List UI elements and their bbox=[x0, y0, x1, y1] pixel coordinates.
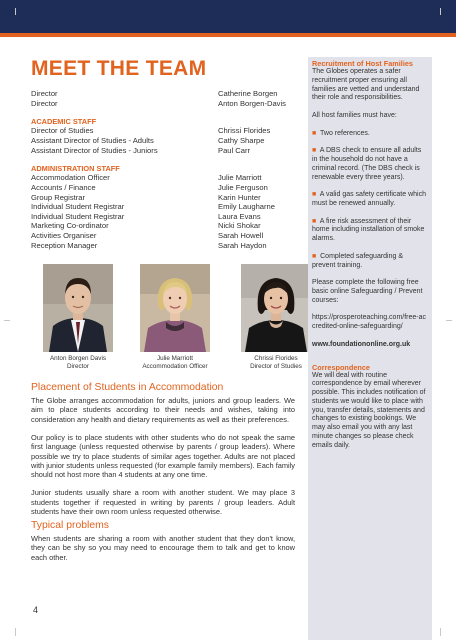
photo-caption bbox=[33, 355, 123, 370]
header-orange-stripe bbox=[0, 33, 456, 37]
staff-role: Director bbox=[31, 98, 58, 108]
staff-row bbox=[31, 241, 289, 251]
staff-name: Nicki Shokar bbox=[218, 221, 261, 231]
paragraph: Junior students usually share a room with another student. We may place 3 students together if requested in writing by parents / group leaders. Adult students have their own room unless requested otherwise. bbox=[31, 488, 295, 517]
header-bar bbox=[0, 0, 456, 37]
staff-role: Assistant Director of Studies - Adults bbox=[31, 135, 154, 145]
typical-problems-text bbox=[31, 534, 295, 571]
bullet-text: A fire risk assessment of their home including installation of smoke alarms. bbox=[312, 217, 425, 243]
crop-mark bbox=[446, 320, 452, 321]
portrait-anton bbox=[43, 264, 113, 352]
square-bullet-icon: ■ bbox=[312, 129, 317, 137]
staff-role: Accommodation Officer bbox=[31, 173, 110, 183]
square-bullet-icon: ■ bbox=[312, 252, 317, 260]
info-sidebar bbox=[308, 57, 432, 640]
caption-name: Chrissi Florides bbox=[254, 355, 298, 362]
staff-name: Karin Hunter bbox=[218, 192, 261, 202]
staff-row bbox=[31, 231, 289, 241]
portrait-chrissi bbox=[241, 264, 311, 352]
correspondence-text: We will deal with routine correspondence by email wherever possible. This includes notification of students we would like to place with you, transfer details, statements and changes to existing bookings. We may also email you with any last minute changes so please check emails daily. bbox=[312, 371, 426, 449]
staff-name: Julie Marriott bbox=[218, 173, 262, 183]
recruitment-heading: Recruitment of Host Families bbox=[312, 59, 413, 68]
portrait-julie bbox=[140, 264, 210, 352]
bullet-text: Completed safeguarding & prevent training. bbox=[312, 252, 404, 269]
bullet-item bbox=[312, 218, 428, 244]
crop-mark bbox=[15, 8, 16, 15]
crop-mark bbox=[440, 8, 441, 15]
staff-name: Catherine Borgen bbox=[218, 89, 278, 98]
caption-role: Accommodation Officer bbox=[142, 362, 208, 370]
staff-role: Reception Manager bbox=[31, 240, 98, 250]
foundation-link[interactable]: www.foundationonline.org.uk bbox=[312, 340, 411, 348]
staff-row bbox=[31, 89, 289, 99]
placement-text bbox=[31, 396, 295, 525]
caption-role: Director of Studies bbox=[250, 362, 302, 370]
staff-role: Activities Organiser bbox=[31, 230, 97, 240]
recruitment-text: The Globes operates a safer recruitment proper ensuring all families are vetted and understand their role and responsibilities. bbox=[312, 68, 420, 102]
staff-list bbox=[31, 89, 289, 250]
staff-row bbox=[31, 212, 289, 222]
correspondence-heading: Correspondence bbox=[312, 362, 370, 372]
staff-role: Individual Student Registrar bbox=[31, 211, 125, 221]
staff-role: Individual Student Registrar bbox=[31, 202, 125, 212]
staff-role: Accounts / Finance bbox=[31, 182, 96, 192]
crop-mark bbox=[15, 628, 16, 636]
paragraph: Our policy is to place students with other students who do not speak the same first language (unless requested otherwise by parents / group leaders). Where possible we try to place students of similar ages together. Adults are not placed with junior students unless requested (for example family members). Each family should not host more than 4 students at any one time. bbox=[31, 432, 295, 480]
must-have-text: All host families must have: bbox=[312, 111, 397, 119]
staff-row bbox=[31, 136, 289, 146]
staff-row bbox=[31, 99, 289, 109]
staff-role: Director of Studies bbox=[31, 126, 94, 136]
crop-mark bbox=[440, 628, 441, 636]
staff-name: Cathy Sharpe bbox=[218, 135, 265, 145]
crop-mark bbox=[4, 320, 10, 321]
staff-name: Anton Borgen-Davis bbox=[218, 98, 286, 108]
bullet-item bbox=[312, 130, 428, 139]
staff-name: Emily Laugharne bbox=[218, 202, 275, 212]
staff-row bbox=[31, 183, 289, 193]
staff-photo bbox=[140, 264, 210, 352]
page-title: MEET THE TEAM bbox=[31, 57, 207, 80]
header-navy-band bbox=[0, 0, 456, 33]
typical-problems-heading: Typical problems bbox=[31, 520, 109, 531]
bullet-item bbox=[312, 147, 428, 182]
bullet-item bbox=[312, 191, 428, 209]
placement-heading: Placement of Students in Accommodation bbox=[31, 382, 224, 393]
staff-role: Marketing Co-ordinator bbox=[31, 221, 109, 231]
bullet-item bbox=[312, 253, 428, 271]
bullet-text: A valid gas safety certificate which must be renewed annually. bbox=[312, 191, 426, 207]
photo-caption bbox=[130, 355, 220, 370]
admin-staff-heading: ADMINISTRATION STAFF bbox=[31, 163, 120, 173]
staff-row bbox=[31, 193, 289, 203]
square-bullet-icon: ■ bbox=[312, 217, 317, 225]
staff-row bbox=[31, 126, 289, 136]
staff-name: Sarah Haydon bbox=[218, 240, 267, 250]
staff-photo bbox=[43, 264, 113, 352]
caption-role: Director bbox=[66, 362, 90, 370]
caption-name: Anton Borgen Davis bbox=[49, 355, 106, 362]
paragraph: When students are sharing a room with another student that they don't know, they can be shy so you may need to encourage them to talk and get to know each other. bbox=[31, 534, 295, 562]
staff-role: Group Registrar bbox=[31, 192, 86, 202]
staff-row bbox=[31, 173, 289, 183]
staff-name: Julie Ferguson bbox=[218, 182, 268, 192]
square-bullet-icon: ■ bbox=[312, 147, 317, 155]
safeguarding-link[interactable]: https://prosperoteaching.com/free-accredited-online-safeguarding/ bbox=[312, 314, 427, 331]
page-number: 4 bbox=[33, 605, 39, 615]
bullet-text: A DBS check to ensure all adults in the household do not have a criminal record. (The DBS check is renewable every three years). bbox=[312, 147, 422, 181]
staff-name: Sarah Howell bbox=[218, 230, 264, 240]
staff-row bbox=[31, 221, 289, 231]
square-bullet-icon: ■ bbox=[312, 191, 317, 199]
courses-text: Please complete the following free basic online Safeguarding / Prevent courses: bbox=[312, 279, 423, 304]
bullet-text: Two references. bbox=[320, 129, 370, 137]
caption-name: Julie Marriott bbox=[156, 355, 194, 362]
staff-row bbox=[31, 146, 289, 156]
staff-name: Chrissi Florides bbox=[218, 126, 271, 136]
staff-role: Assistant Director of Studies - Juniors bbox=[31, 145, 158, 155]
staff-role: Director bbox=[31, 89, 58, 98]
staff-name: Laura Evans bbox=[218, 211, 261, 221]
staff-photo bbox=[241, 264, 311, 352]
paragraph: The Globe arranges accommodation for adults, juniors and group leaders. We aim to place students according to their needs and wishes, taking into consideration any health and dietary requirements as well as their preferences. bbox=[31, 396, 295, 424]
staff-name: Paul Carr bbox=[218, 145, 251, 155]
staff-row bbox=[31, 202, 289, 212]
academic-staff-heading: ACADEMIC STAFF bbox=[31, 116, 97, 126]
